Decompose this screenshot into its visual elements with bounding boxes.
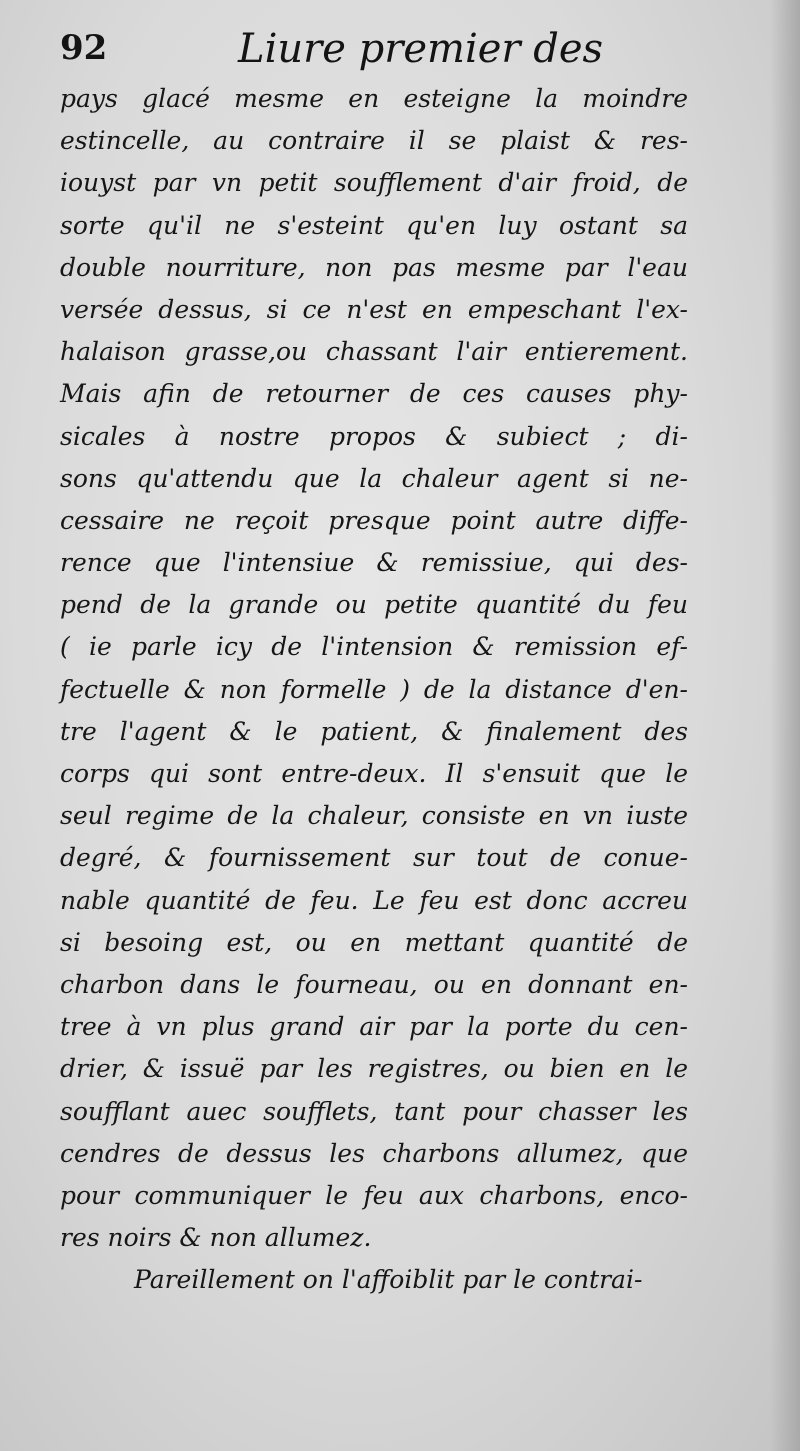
text-line: versée dessus, si ce n'est en empeschant l'ex-: [60, 294, 688, 324]
text-line: fectuelle & non formelle ) de la distance d'en-: [60, 674, 688, 704]
page-number: 92: [60, 28, 108, 68]
text-line: seul regime de la chaleur, consiste en vn iuste: [60, 801, 688, 831]
text-line: soufflant auec soufflets, tant pour chasser les: [60, 1096, 688, 1126]
text-line: sicales à nostre propos & subiect ; di-: [60, 421, 688, 451]
text-line: corps qui sont entre-deux. Il s'ensuit que le: [60, 759, 688, 788]
text-line: cendres de dessus les charbons allumez, que: [60, 1138, 688, 1168]
text-line: rence que l'intensiue & remissiue, qui des-: [60, 548, 688, 578]
text-line: iouyst par vn petit soufflement d'air froid, de: [60, 168, 688, 198]
text-line: sorte qu'il ne s'esteint qu'en luy ostant sa: [60, 210, 688, 240]
body-text: [60, 78, 688, 1301]
paragraph-start-line: Pareillement on l'affoiblit par le contrai-: [134, 1265, 643, 1295]
text-line: pend de la grande ou petite quantité du feu: [60, 590, 688, 620]
text-line: pays glacé mesme en esteigne la moindre: [60, 84, 688, 113]
running-title: Liure premier des: [238, 26, 604, 72]
text-line: res noirs & non allumez.: [60, 1223, 372, 1253]
text-line: sons qu'attendu que la chaleur agent si ne-: [60, 463, 688, 493]
text-line: estincelle, au contraire il se plaist & res-: [60, 126, 688, 156]
page-header: [60, 20, 710, 72]
page-edge-shadow: [770, 0, 800, 1451]
text-line: pour communiquer le feu aux charbons, enco-: [60, 1180, 688, 1210]
text-line: charbon dans le fourneau, ou en donnant en-: [60, 969, 688, 999]
text-line: nable quantité de feu. Le feu est donc accreu: [60, 885, 688, 915]
text-line: Mais afin de retourner de ces causes phy-: [60, 379, 688, 409]
text-line: halaison grasse,ou chassant l'air entierement.: [60, 337, 688, 367]
text-line: tree à vn plus grand air par la porte du cen-: [60, 1012, 688, 1042]
text-line: tre l'agent & le patient, & finalement des: [60, 716, 688, 746]
text-line: cessaire ne reçoit presque point autre diffe-: [60, 505, 688, 535]
text-line: si besoing est, ou en mettant quantité de: [60, 927, 688, 957]
text-line: double nourriture, non pas mesme par l'eau: [60, 252, 688, 282]
text-line: ( ie parle icy de l'intension & remission ef-: [60, 632, 688, 662]
text-line: degré, & fournissement sur tout de conue-: [60, 843, 688, 873]
text-line: drier, & issuë par les registres, ou bien en le: [60, 1054, 688, 1084]
